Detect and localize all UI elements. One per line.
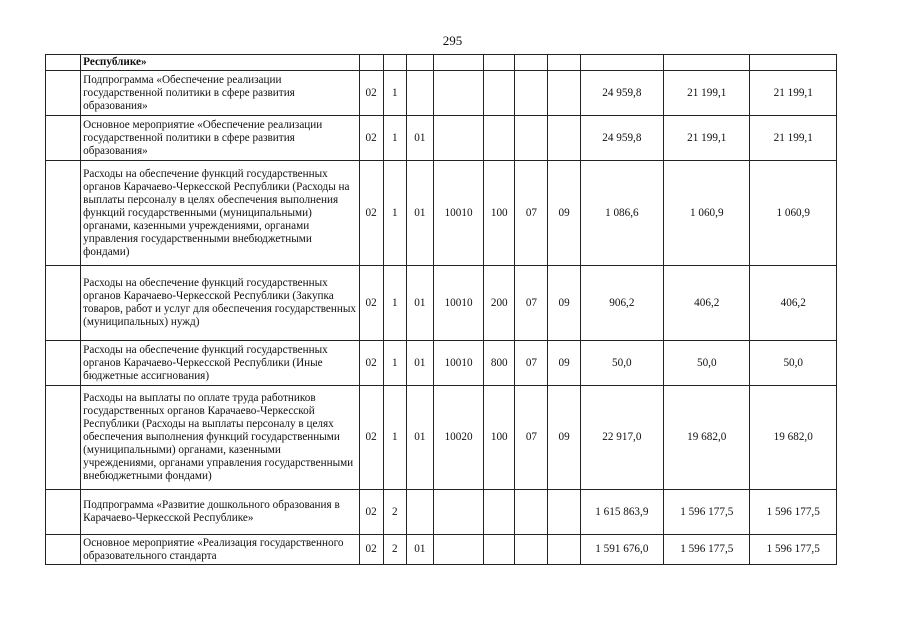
amount-year-3-cell: 21 199,1: [750, 116, 837, 161]
subprogram-code-cell: 2: [383, 490, 406, 535]
row-index-cell: [46, 386, 81, 490]
subprogram-code-cell: 1: [383, 116, 406, 161]
event-code-cell: [406, 55, 433, 71]
row-name-cell: Расходы на обеспечение функций государственных органов Карачаево-Черкесской Республики (Расходы на выплаты персоналу в целях обеспечения выполнения функций государственными (муниципальными) органами, казенными учреждениями, органами управления государственными внебюджетными фондами): [81, 161, 359, 266]
subprogram-code-cell: 1: [383, 71, 406, 116]
table-row: [46, 341, 837, 386]
program-code-cell: 02: [359, 71, 383, 116]
direction-code-cell: [433, 116, 483, 161]
expense-type-code-cell: [484, 71, 515, 116]
amount-year-3-cell: 50,0: [750, 341, 837, 386]
table-row: [46, 161, 837, 266]
row-name-cell: Расходы на обеспечение функций государственных органов Карачаево-Черкесской Республики (Иные бюджетные ассигнования): [81, 341, 359, 386]
expense-type-code-cell: [484, 116, 515, 161]
amount-year-3-cell: [750, 55, 837, 71]
program-code-cell: 02: [359, 535, 383, 565]
section-code-cell: 07: [515, 341, 548, 386]
amount-year-2-cell: 21 199,1: [664, 116, 750, 161]
amount-year-3-cell: 19 682,0: [750, 386, 837, 490]
amount-year-2-cell: 1 060,9: [664, 161, 750, 266]
amount-year-2-cell: 1 596 177,5: [664, 535, 750, 565]
event-code-cell: 01: [406, 161, 433, 266]
row-index-cell: [46, 535, 81, 565]
amount-year-1-cell: 1 591 676,0: [580, 535, 663, 565]
subprogram-code-cell: 1: [383, 341, 406, 386]
subsection-code-cell: 09: [548, 386, 580, 490]
subprogram-code-cell: 2: [383, 535, 406, 565]
row-name-cell: Основное мероприятие «Обеспечение реализации государственной политики в сфере развития образования»: [81, 116, 359, 161]
amount-year-2-cell: 21 199,1: [664, 71, 750, 116]
subsection-code-cell: [548, 535, 580, 565]
row-index-cell: [46, 341, 81, 386]
event-code-cell: 01: [406, 535, 433, 565]
row-name-cell: Республике»: [81, 55, 359, 71]
direction-code-cell: [433, 535, 483, 565]
row-index-cell: [46, 55, 81, 71]
section-code-cell: [515, 490, 548, 535]
event-code-cell: 01: [406, 386, 433, 490]
event-code-cell: [406, 490, 433, 535]
amount-year-3-cell: 1 596 177,5: [750, 490, 837, 535]
row-name-cell: Подпрограмма «Обеспечение реализации государственной политики в сфере развития образования»: [81, 71, 359, 116]
row-name-cell: Основное мероприятие «Реализация государственного образовательного стандарта: [81, 535, 359, 565]
expense-type-code-cell: 100: [484, 386, 515, 490]
subsection-code-cell: [548, 71, 580, 116]
section-code-cell: [515, 116, 548, 161]
table-row: [46, 386, 837, 490]
program-code-cell: 02: [359, 386, 383, 490]
table-row: [46, 55, 837, 71]
expense-type-code-cell: 800: [484, 341, 515, 386]
subsection-code-cell: 09: [548, 266, 580, 341]
direction-code-cell: [433, 55, 483, 71]
amount-year-2-cell: 406,2: [664, 266, 750, 341]
subprogram-code-cell: 1: [383, 386, 406, 490]
amount-year-1-cell: 906,2: [580, 266, 663, 341]
amount-year-1-cell: [580, 55, 663, 71]
amount-year-3-cell: 1 060,9: [750, 161, 837, 266]
section-code-cell: 07: [515, 266, 548, 341]
program-code-cell: [359, 55, 383, 71]
subsection-code-cell: [548, 116, 580, 161]
section-code-cell: [515, 55, 548, 71]
page-number: 295: [442, 33, 463, 48]
direction-code-cell: 10010: [433, 161, 483, 266]
amount-year-2-cell: 19 682,0: [664, 386, 750, 490]
expense-type-code-cell: 200: [484, 266, 515, 341]
expense-type-code-cell: [484, 55, 515, 71]
event-code-cell: [406, 71, 433, 116]
subsection-code-cell: 09: [548, 341, 580, 386]
amount-year-3-cell: 21 199,1: [750, 71, 837, 116]
event-code-cell: 01: [406, 341, 433, 386]
amount-year-1-cell: 22 917,0: [580, 386, 663, 490]
expense-type-code-cell: [484, 535, 515, 565]
program-code-cell: 02: [359, 116, 383, 161]
row-name-cell: Подпрограмма «Развитие дошкольного образования в Карачаево-Черкесской Республике»: [81, 490, 359, 535]
direction-code-cell: [433, 490, 483, 535]
row-name-cell: Расходы на обеспечение функций государственных органов Карачаево-Черкесской Республики (Закупка товаров, работ и услуг для обеспечения государственных (муниципальных) нужд): [81, 266, 359, 341]
subprogram-code-cell: 1: [383, 161, 406, 266]
direction-code-cell: 10010: [433, 341, 483, 386]
subprogram-code-cell: 1: [383, 266, 406, 341]
row-index-cell: [46, 71, 81, 116]
amount-year-1-cell: 24 959,8: [580, 71, 663, 116]
table-row: [46, 535, 837, 565]
amount-year-1-cell: 1 615 863,9: [580, 490, 663, 535]
amount-year-1-cell: 50,0: [580, 341, 663, 386]
expense-type-code-cell: 100: [484, 161, 515, 266]
direction-code-cell: 10010: [433, 266, 483, 341]
table-row: [46, 71, 837, 116]
table-row: [46, 116, 837, 161]
budget-table: [45, 54, 837, 565]
event-code-cell: 01: [406, 116, 433, 161]
subprogram-code-cell: [383, 55, 406, 71]
subsection-code-cell: [548, 55, 580, 71]
event-code-cell: 01: [406, 266, 433, 341]
subsection-code-cell: [548, 490, 580, 535]
row-name-cell: Расходы на выплаты по оплате труда работников государственных органов Карачаево-Черкесской Республики (Расходы на выплаты персоналу в целях обеспечения выполнения функций государственными (муниципальными) органами, казенными учреждениями, органами управления государственными внебюджетными фондами): [81, 386, 359, 490]
row-index-cell: [46, 116, 81, 161]
direction-code-cell: 10020: [433, 386, 483, 490]
amount-year-3-cell: 1 596 177,5: [750, 535, 837, 565]
amount-year-1-cell: 24 959,8: [580, 116, 663, 161]
subsection-code-cell: 09: [548, 161, 580, 266]
section-code-cell: 07: [515, 386, 548, 490]
row-index-cell: [46, 490, 81, 535]
table-row: [46, 490, 837, 535]
section-code-cell: [515, 535, 548, 565]
amount-year-2-cell: [664, 55, 750, 71]
table-row: [46, 266, 837, 341]
amount-year-2-cell: 50,0: [664, 341, 750, 386]
table-body: [46, 55, 837, 565]
row-index-cell: [46, 161, 81, 266]
expense-type-code-cell: [484, 490, 515, 535]
section-code-cell: 07: [515, 161, 548, 266]
program-code-cell: 02: [359, 161, 383, 266]
section-code-cell: [515, 71, 548, 116]
amount-year-1-cell: 1 086,6: [580, 161, 663, 266]
program-code-cell: 02: [359, 341, 383, 386]
amount-year-3-cell: 406,2: [750, 266, 837, 341]
direction-code-cell: [433, 71, 483, 116]
program-code-cell: 02: [359, 266, 383, 341]
program-code-cell: 02: [359, 490, 383, 535]
row-index-cell: [46, 266, 81, 341]
amount-year-2-cell: 1 596 177,5: [664, 490, 750, 535]
